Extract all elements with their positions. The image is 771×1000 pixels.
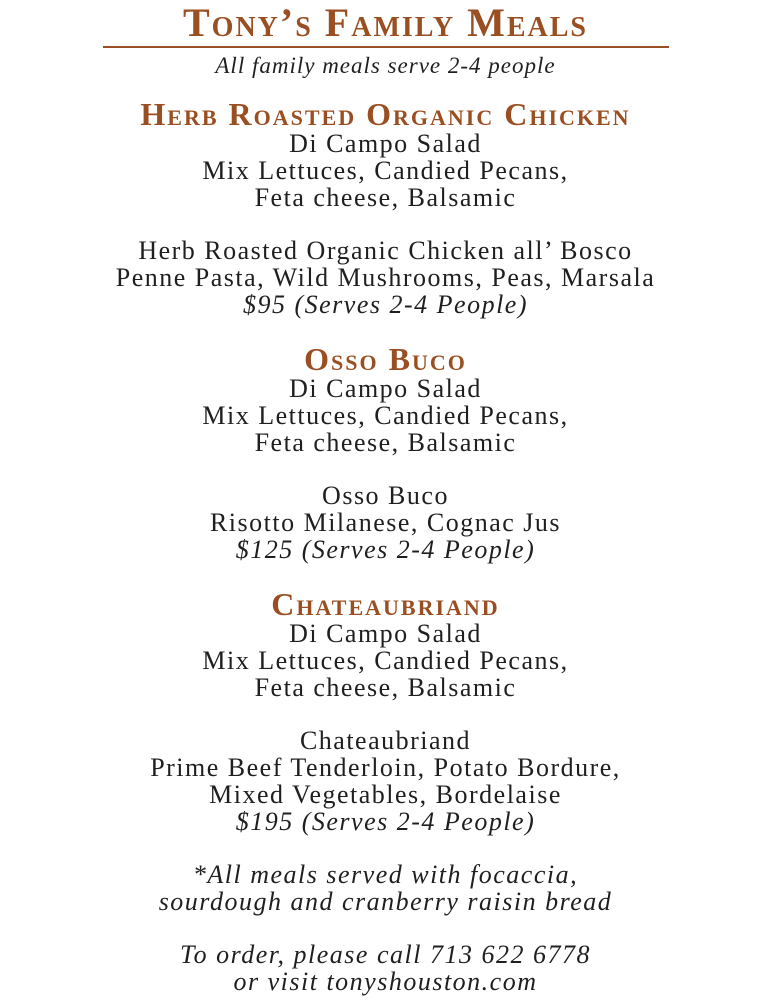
section-heading: Chateaubriand	[271, 586, 500, 622]
main-dish-name: Herb Roasted Organic Chicken all’ Bosco	[138, 236, 633, 265]
main-dish-description: Risotto Milanese, Cognac Jus	[209, 508, 562, 537]
menu-footer	[0, 861, 771, 995]
spacer	[0, 563, 771, 588]
main-dish-description: Penne Pasta, Wild Mushrooms, Peas, Marsala	[115, 263, 656, 292]
spacer	[0, 211, 771, 237]
salad-description: Feta cheese, Balsamic	[254, 183, 517, 212]
page-title: Tony’s Family Meals	[183, 0, 588, 45]
meal-section-chateaubriand	[0, 588, 771, 835]
salad-description: Feta cheese, Balsamic	[254, 673, 517, 702]
main-dish-description: Prime Beef Tenderloin, Potato Bordure,	[150, 753, 621, 782]
title-divider	[103, 46, 669, 48]
spacer	[0, 915, 771, 941]
main-dish-description: Mixed Vegetables, Bordelaise	[209, 780, 562, 809]
section-heading: Herb Roasted Organic Chicken	[140, 96, 631, 132]
salad-name: Di Campo Salad	[289, 129, 482, 158]
meal-section-chicken	[0, 98, 771, 318]
main-dish-name: Osso Buco	[322, 481, 449, 510]
meal-section-osso-buco	[0, 343, 771, 563]
salad-description: Mix Lettuces, Candied Pecans,	[202, 156, 569, 185]
meal-price: $125 (Serves 2-4 People)	[235, 535, 536, 564]
meal-price: $195 (Serves 2-4 People)	[235, 807, 536, 836]
section-heading: Osso Buco	[304, 341, 467, 377]
page-subtitle: All family meals serve 2-4 people	[215, 53, 556, 78]
salad-description: Feta cheese, Balsamic	[254, 428, 517, 457]
bread-note: *All meals served with focaccia,	[192, 860, 579, 889]
main-dish-name: Chateaubriand	[299, 726, 472, 755]
order-website: or visit tonyshouston.com	[233, 967, 538, 996]
salad-name: Di Campo Salad	[289, 619, 482, 648]
salad-description: Mix Lettuces, Candied Pecans,	[202, 401, 569, 430]
spacer	[0, 456, 771, 482]
spacer	[0, 701, 771, 727]
spacer	[0, 835, 771, 861]
salad-name: Di Campo Salad	[289, 374, 482, 403]
meal-price: $95 (Serves 2-4 People)	[242, 290, 529, 319]
spacer	[0, 318, 771, 343]
salad-description: Mix Lettuces, Candied Pecans,	[202, 646, 569, 675]
order-phone: To order, please call 713 622 6778	[180, 940, 591, 969]
bread-note: sourdough and cranberry raisin bread	[158, 887, 613, 916]
